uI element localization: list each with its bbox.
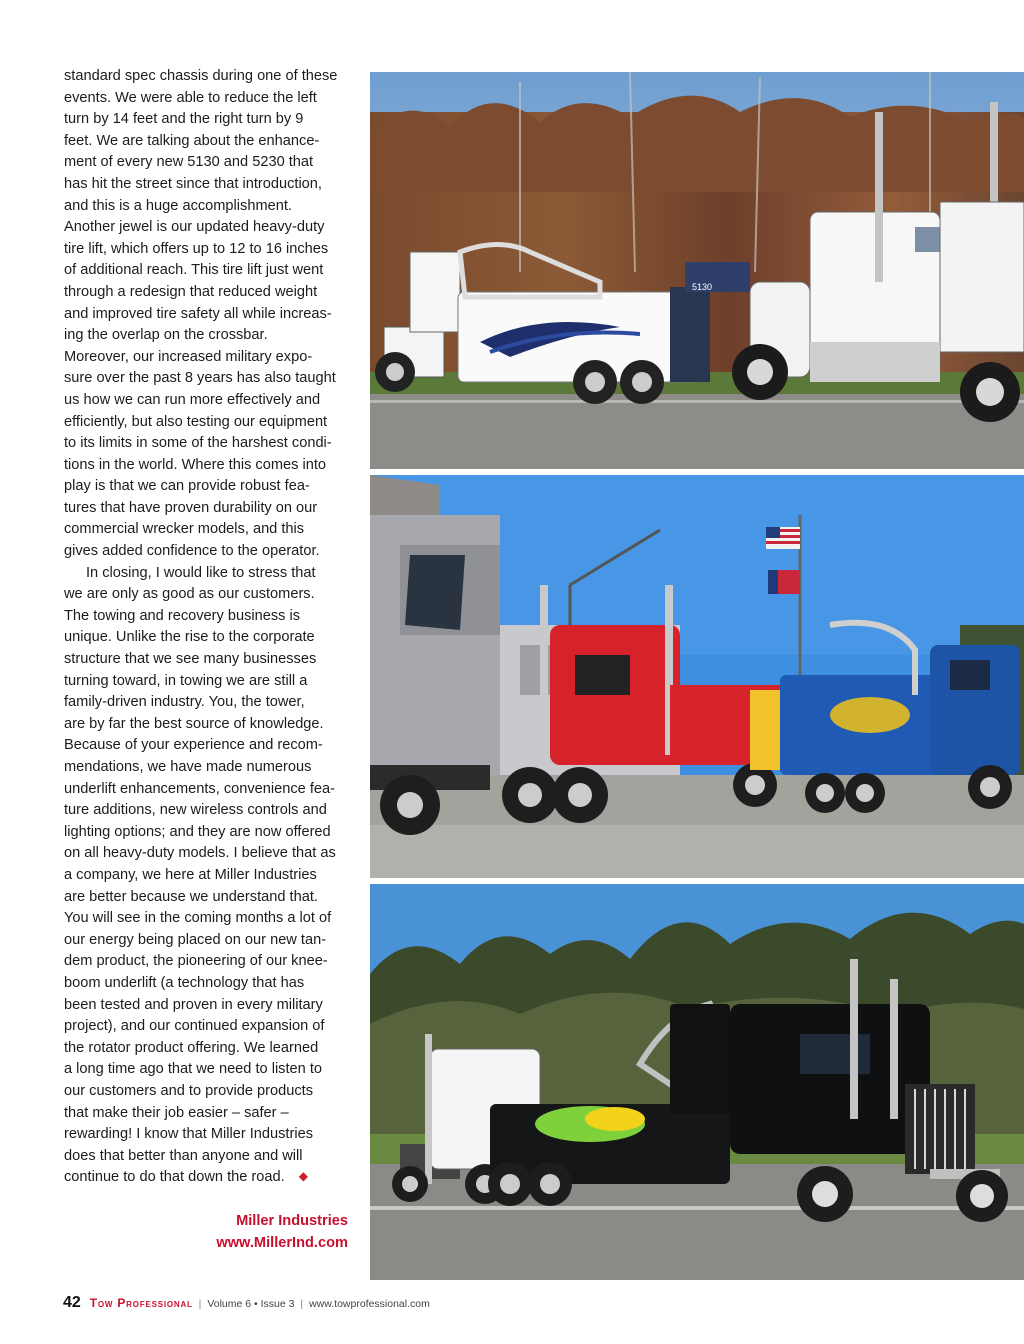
article-line: boom underlift (a technology that has [64,974,305,991]
article-line: we are only as good as our customers. [64,586,315,603]
article-line: play is that we can provide robust fea- [64,478,310,495]
article-line: Moreover, our increased military expo- [64,348,313,365]
photo-white-wrecker-illustration [370,72,1024,469]
footer-url[interactable]: www.towprofessional.com [309,1298,430,1310]
article-line: project), and our continued expansion of [64,1018,325,1035]
unit-label: 5130 [692,282,713,292]
article-line: that make their job easier – safer – [64,1104,289,1121]
article-line: gives added confidence to the operator. [64,543,320,560]
article-body [64,66,354,1189]
article-line: of additional reach. This tire lift just went [64,262,324,279]
article-line: efficiently, but also testing our equipment [64,413,328,430]
article-line: and improved tire safety all while increas- [64,305,332,322]
article-line: commercial wrecker models, and this [64,521,305,538]
article-last-line [64,1167,354,1189]
article-line: family-driven industry. You, the tower, [64,694,305,711]
article-line: The towing and recovery business is [64,607,301,624]
article-line: rewarding! I know that Miller Industries [64,1126,314,1143]
photo-white-wrecker-towing-semi [370,72,1024,469]
article-line: unique. Unlike the rise to the corporate [64,629,315,646]
article-line: through a redesign that reduced weight [64,283,318,300]
credit-website[interactable]: www.MillerInd.com [216,1234,348,1251]
footer-divider: | [300,1298,304,1310]
article-line: the rotator product offering. We learned [64,1039,319,1056]
article-line: lighting options; and they are now offered [64,823,331,840]
article-line: Another jewel is our updated heavy-duty [64,219,325,236]
article-line: to its limits in some of the harshest condi- [64,435,332,452]
article-line: and this is a huge accomplishment. [64,197,292,214]
article-line: a long time ago that we need to listen to [64,1061,322,1078]
article-line: continue to do that down the road. [64,1169,285,1186]
footer-divider: | [198,1298,202,1310]
article-line: has hit the street since that introduction, [64,175,322,192]
article-line: dem product, the pioneering of our knee- [64,953,328,970]
article-line: on all heavy-duty models. I believe that as [64,845,336,862]
photo-black-wrecker-illustration [370,884,1024,1280]
photo-black-wrecker-towing-semi [370,884,1024,1280]
magazine-name: Tow Professional [89,1296,193,1310]
article-line: ture additions, new wireless controls and [64,802,327,819]
photo-blue-wrecker-illustration [370,475,1024,878]
article-line: are better because we understand that. [64,888,318,905]
issue-info: Volume 6 • Issue 3 [207,1298,295,1310]
article-line: Because of your experience and recom- [64,737,323,754]
article-line: standard spec chassis during one of these [64,68,338,84]
end-mark-icon: ◆ [298,1169,308,1184]
article-credit [216,1211,348,1254]
article-line: You will see in the coming months a lot of [64,910,332,927]
article-line: are by far the best source of knowledge. [64,715,324,732]
article-line: ment of every new 5130 and 5230 that [64,154,314,171]
article-line: our energy being placed on our new tan- [64,931,327,948]
article-line: In closing, I would like to stress that [86,564,316,581]
article-line: structure that we see many businesses [64,651,317,668]
credit-company: Miller Industries [236,1213,348,1229]
article-line: tire lift, which offers up to 12 to 16 inches [64,240,329,257]
page-number: 42 [63,1294,81,1311]
article-line: mendations, we have made numerous [64,759,312,775]
article-line: turning toward, in towing we are still a [64,672,308,689]
article-line: feet. We are talking about the enhance- [64,132,320,149]
article-line: sure over the past 8 years has also taught [64,370,336,387]
photo-blue-wrecker-red-semi [370,475,1024,878]
article-line: tures that have proven durability on our [64,499,318,516]
article-line: underlift enhancements, convenience fea- [64,780,335,797]
article-line: us how we can run more effectively and [64,391,321,408]
article-line: turn by 14 feet and the right turn by 9 [64,111,304,128]
article-line: events. We were able to reduce the left [64,89,317,106]
page-footer [63,1294,430,1312]
article-line: tions in the world. Where this comes into [64,456,326,473]
article-line: does that better than anyone and will [64,1147,303,1164]
article-line: been tested and proven in every military [64,996,323,1013]
article-line: ing the overlap on the crossbar. [64,327,268,344]
article-line: a company, we here at Miller Industries [64,866,317,883]
article-line: our customers and to provide products [64,1082,314,1099]
